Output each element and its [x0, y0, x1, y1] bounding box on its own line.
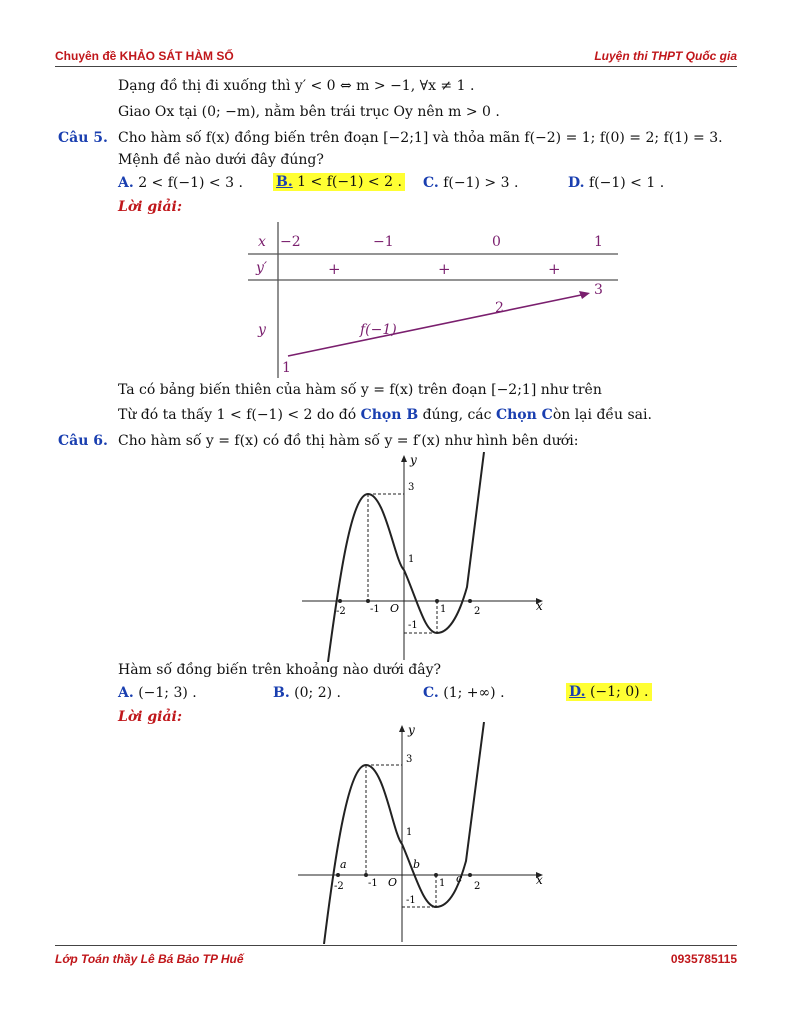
page-footer: [55, 945, 737, 966]
row-label-x: x: [258, 234, 266, 250]
expl-text: Từ đó ta thấy 1 < f(−1) < 2 do đó: [118, 407, 361, 423]
option-letter: D.: [568, 175, 585, 191]
q6-option-d[interactable]: [566, 683, 652, 701]
row-label-yprime: y′: [256, 260, 268, 276]
tick-y: 3: [406, 754, 413, 765]
question-6-label: Câu 6.: [58, 433, 108, 449]
expl-answer: Chọn B: [360, 407, 419, 423]
q5-option-b[interactable]: [273, 173, 405, 191]
x-value: −1: [373, 234, 394, 250]
q5-solution-label: Lời giải:: [118, 199, 183, 215]
option-text: (0; 2) .: [294, 685, 341, 701]
option-text: (1; +∞) .: [443, 685, 505, 701]
axis-label-x: x: [536, 599, 543, 613]
tick-x: 2: [474, 881, 481, 892]
root-label-a: a: [340, 858, 347, 871]
tick-x: 1: [439, 878, 446, 889]
origin-label: O: [388, 876, 398, 889]
question-6-text: Cho hàm số y = f(x) có đồ thị hàm số y = f′(x) như hình bên dưới:: [118, 433, 579, 449]
sign: +: [328, 260, 341, 278]
q6-option-c[interactable]: [423, 685, 505, 701]
question-5-label: Câu 5.: [58, 130, 108, 146]
intro-line-2: Giao Ox tại (0; −m), nằm bên trái trục Oy nên m > 0 .: [118, 104, 500, 120]
root-label-b: b: [413, 858, 421, 871]
question-5-prompt: Mệnh đề nào dưới đây đúng?: [118, 152, 324, 168]
page-header: [55, 46, 737, 67]
tick-x: 1: [440, 604, 447, 615]
tick-y: -1: [406, 895, 416, 906]
intro-line-1: Dạng đồ thị đi xuống thì y′ < 0 ⇔ m > −1, ∀x ≠ 1 .: [118, 78, 475, 94]
derivative-graph-solution: [296, 722, 550, 944]
sign: +: [548, 260, 561, 278]
option-letter: C.: [423, 175, 439, 191]
option-letter: A.: [118, 175, 134, 191]
option-text: f(−1) > 3 .: [443, 175, 519, 191]
curve-f-prime: [324, 722, 484, 944]
expl-text: đúng, các: [418, 407, 496, 423]
axis-label-x: x: [536, 873, 543, 887]
tick-x: 2: [474, 606, 481, 617]
y-mid-value: f(−1): [360, 322, 397, 338]
option-letter: D.: [569, 684, 586, 700]
tick-y: 1: [406, 827, 413, 838]
option-letter: C.: [423, 685, 439, 701]
option-text: 2 < f(−1) < 3 .: [138, 175, 243, 191]
x-value: 1: [594, 234, 603, 250]
footer-teacher: Lớp Toán thầy Lê Bá Bảo TP Huế: [55, 952, 244, 966]
axis-label-y: y: [408, 723, 415, 737]
option-text: (−1; 3) .: [138, 685, 197, 701]
x-value: 0: [492, 234, 501, 250]
row-label-y: y: [258, 322, 266, 338]
header-course: Luyện thi THPT Quốc gia: [594, 49, 737, 63]
option-letter: B.: [273, 685, 290, 701]
y-end-value: 3: [594, 282, 603, 298]
q5-option-c[interactable]: [423, 175, 518, 191]
question-5-text: Cho hàm số f(x) đồng biến trên đoạn [−2;1] và thỏa mãn f(−2) = 1; f(0) = 2; f(1) = 3.: [118, 130, 723, 146]
tick-y: -1: [408, 620, 418, 631]
q6-option-b[interactable]: [273, 685, 341, 701]
option-text: f(−1) < 1 .: [588, 175, 665, 191]
q5-explanation-2: [118, 407, 652, 423]
y-two-value: 2: [495, 300, 504, 316]
q5-option-a[interactable]: [118, 175, 243, 191]
q6-solution-label: Lời giải:: [118, 709, 183, 725]
tick-x: -1: [368, 878, 378, 889]
tick-x: -2: [336, 606, 346, 617]
tick-x: -2: [334, 881, 344, 892]
sign: +: [438, 260, 451, 278]
option-letter: B.: [276, 174, 293, 190]
option-letter: A.: [118, 685, 134, 701]
root-label-c: c: [456, 872, 463, 885]
arrow-head-icon: [579, 291, 590, 299]
q6-option-a[interactable]: [118, 685, 197, 701]
expl-text: òn lại đều sai.: [552, 407, 652, 423]
variation-table: [248, 222, 618, 378]
option-text: (−1; 0) .: [589, 684, 649, 700]
header-topic: Chuyên đề KHẢO SÁT HÀM SỐ: [55, 49, 234, 63]
y-start-value: 1: [282, 360, 291, 376]
x-value: −2: [280, 234, 301, 250]
expl-answer: Chọn C: [495, 407, 553, 423]
derivative-graph: [300, 452, 550, 662]
tick-y: 1: [408, 554, 415, 565]
q5-explanation-1: Ta có bảng biến thiên của hàm số y = f(x) trên đoạn [−2;1] như trên: [118, 382, 602, 398]
tick-x: -1: [370, 604, 380, 615]
q5-option-d[interactable]: [568, 175, 664, 191]
tick-y: 3: [408, 482, 415, 493]
axis-label-y: y: [410, 453, 417, 467]
option-text: 1 < f(−1) < 2 .: [297, 174, 402, 190]
curve-f-prime: [328, 452, 484, 662]
footer-phone: 0935785115: [670, 952, 737, 966]
origin-label: O: [390, 602, 400, 615]
increasing-arrow: [288, 294, 586, 356]
q6-question: Hàm số đồng biến trên khoảng nào dưới đây?: [118, 662, 442, 678]
